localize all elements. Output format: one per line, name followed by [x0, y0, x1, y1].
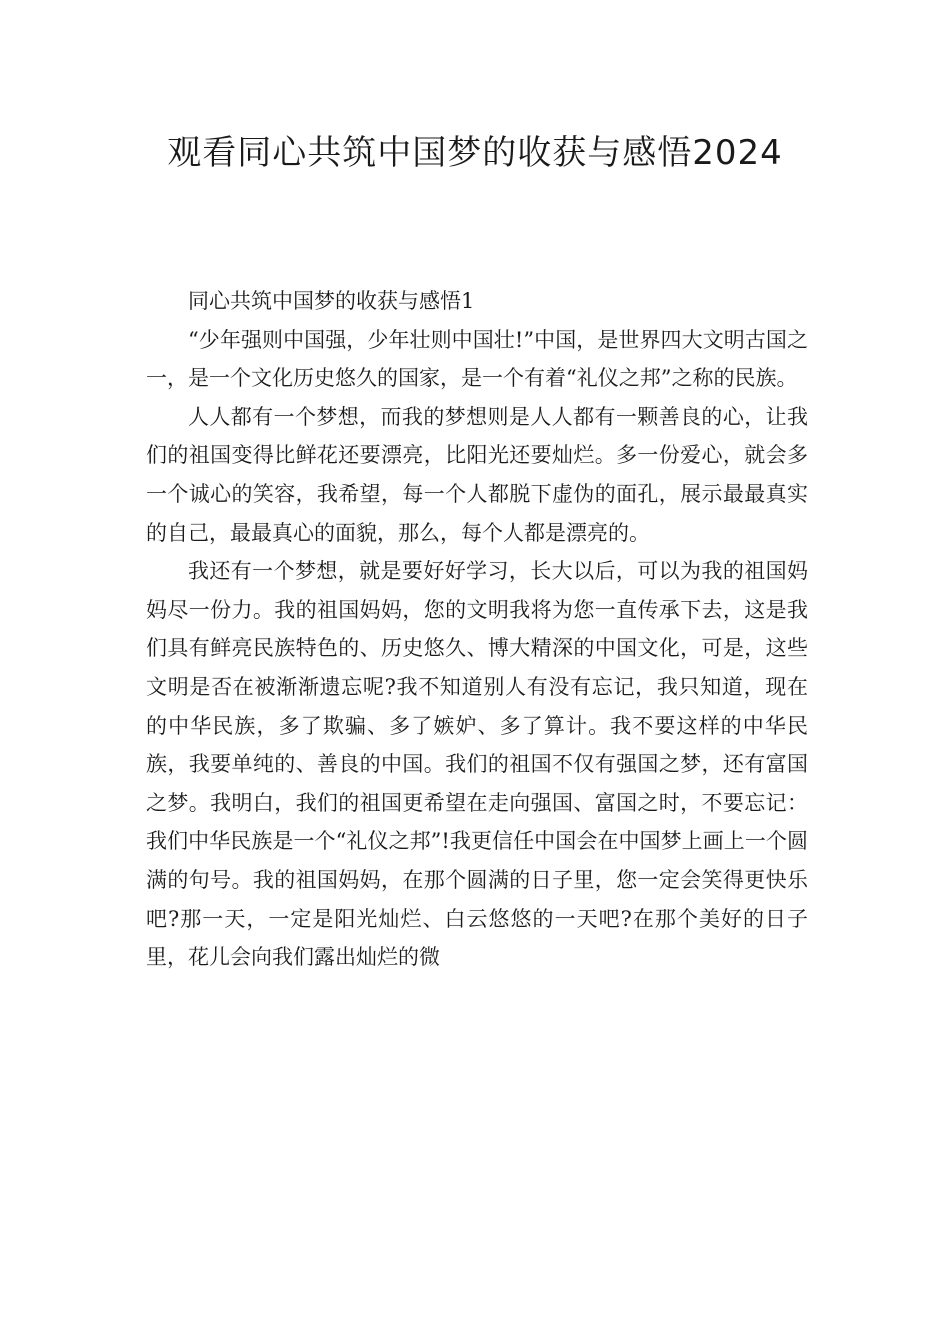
document-body [146, 282, 808, 977]
paragraph: “少年强则中国强，少年壮则中国壮!”中国，是世界四大文明古国之一，是一个文化历史悠久的国家，是一个有着“礼仪之邦”之称的民族。 [146, 327, 808, 391]
section-heading: 同心共筑中国梦的收获与感悟1 [188, 289, 475, 313]
document-title: 观看同心共筑中国梦的收获与感悟2024 [167, 133, 783, 173]
paragraph: 我还有一个梦想，就是要好好学习，长大以后，可以为我的祖国妈妈尽一份力。我的祖国妈妈，您的文明我将为您一直传承下去，这是我们具有鲜亮民族特色的、历史悠久、博大精深的中国文化，可是，这些文明是否在被渐渐遗忘呢?我不知道别人有没有忘记，我只知道，现在的中华民族，多了欺骗、多了嫉妒、多了算计。我不要这样的中华民族，我要单纯的、善良的中国。我们的祖国不仅有强国之梦，还有富国之梦。我明白，我们的祖国更希望在走向强国、富国之时，不要忘记：我们中华民族是一个“礼仪之邦”!我更信任中国会在中国梦上画上一个圆满的句号。我的祖国妈妈，在那个圆满的日子里，您一定会笑得更快乐吧?那一天，一定是阳光灿烂、白云悠悠的一天吧?在那个美好的日子里，花儿会向我们露出灿烂的微 [146, 559, 808, 970]
paragraph: 人人都有一个梦想，而我的梦想则是人人都有一颗善良的心，让我们的祖国变得比鲜花还要漂亮，比阳光还要灿烂。多一份爱心，就会多一个诚心的笑容，我希望，每一个人都脱下虚伪的面孔，展示最最真实的自己，最最真心的面貌，那么，每个人都是漂亮的。 [146, 404, 808, 545]
